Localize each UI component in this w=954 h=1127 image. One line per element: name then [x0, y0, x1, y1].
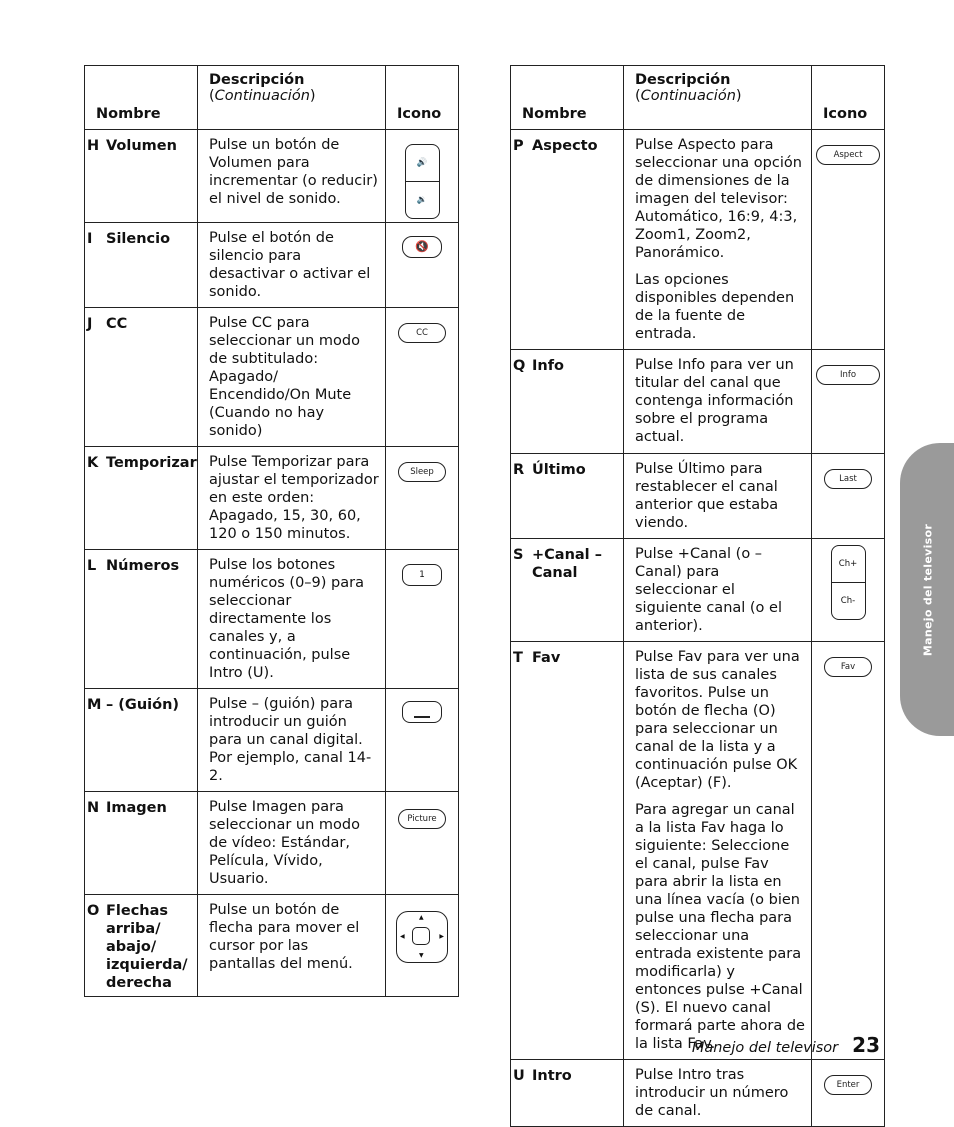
section-side-tab-label: Manejo del televisor [921, 523, 935, 657]
table-row: O Flechas arriba/ abajo/ izquierda/ derecha Pulse un botón de flecha para mover el cursor por las pantallas del menú. ▲ ▼ ◀ ▶ [85, 895, 459, 997]
dash-button-icon [402, 701, 442, 723]
fav-button-icon: Fav [824, 657, 872, 677]
column-header-name: Nombre [511, 66, 624, 130]
mute-icon: 🔇 [402, 236, 442, 258]
remote-buttons-table-right [510, 65, 885, 1127]
column-header-name: Nombre [85, 66, 198, 130]
table-row: I Silencio Pulse el botón de silencio para desactivar o activar el sonido. 🔇 [85, 223, 459, 308]
column-header-description: Descripción (Continuación) [624, 66, 812, 130]
table-row: S +Canal –Canal Pulse +Canal (o –Canal) para seleccionar el siguiente canal (o el anterior). $\frac{Ch+}{Ch-}$ [511, 539, 885, 642]
arrow-left-icon: ◀ [400, 933, 405, 940]
table-row: U Intro Pulse Intro tras introducir un número de canal. Enter [511, 1060, 885, 1127]
remote-buttons-table-left [84, 65, 459, 997]
table-row: T Fav Pulse Fav para ver una lista de sus canales favoritos. Pulse un botón de flecha (O) para seleccionar un canal de la lista y a continuación pulse OK (Aceptar) (F). Para agregar un canal a la lista Fav haga lo siguiente: Seleccione el canal, pulse Fav para abrir la lista en una línea vacía (o bien pulse una flecha para seleccionar una entrada existente para modificarla) y entonces pulse +Canal (S). El nuevo canal formará parte ahora de la lista Fav. Fav [511, 642, 885, 1060]
enter-button-icon: Enter [824, 1075, 872, 1095]
arrow-up-icon: ▲ [419, 914, 424, 921]
table-row: H Volumen Pulse un botón de Volumen para incrementar (o reducir) el nivel de sonido. 🔊 🔉 [85, 130, 459, 223]
table-row: Q Info Pulse Info para ver un titular del canal que contenga información sobre el programa actual. Info [511, 350, 885, 454]
table-row: R Último Pulse Último para restablecer el canal anterior que estaba viendo. Last [511, 454, 885, 539]
table-row: P Aspecto Pulse Aspecto para seleccionar una opción de dimensiones de la imagen del televisor: Automático, 16:9, 4:3, Zoom1, Zoom2, Panorámico. Las opciones disponibles dependen de la fuente de entrada. Aspect [511, 130, 885, 350]
ok-center-icon [412, 927, 430, 945]
info-button-icon: Info [816, 365, 880, 385]
table-row: N Imagen Pulse Imagen para seleccionar un modo de vídeo: Estándar, Película, Vívido, Usuario. Picture [85, 792, 459, 895]
aspect-button-icon: Aspect [816, 145, 880, 165]
arrow-right-icon: ▶ [439, 933, 444, 940]
table-row: K Temporizar Pulse Temporizar para ajustar el temporizador en este orden: Apagado, 15, 30, 60, 120 o 150 minutos. Sleep [85, 447, 459, 550]
number-button-icon: 1 [402, 564, 442, 586]
channel-rocker-icon: $\frac{Ch+}{Ch-}$ [831, 545, 866, 620]
column-header-icon: Icono [386, 66, 459, 130]
column-header-description: Descripción (Continuación) [198, 66, 386, 130]
last-button-icon: Last [824, 469, 872, 489]
sleep-button-icon: Sleep [398, 462, 446, 482]
table-row: J CC Pulse CC para seleccionar un modo de subtitulado: Apagado/ Encendido/On Mute (Cuando no hay sonido) CC [85, 308, 459, 447]
page-number: 23 [852, 1033, 880, 1057]
table-row: L Números Pulse los botones numéricos (0–9) para seleccionar directamente los canales y, a continuación, pulse Intro (U). 1 [85, 550, 459, 689]
page-footer [692, 1033, 880, 1057]
table-row: M – (Guión) Pulse – (guión) para introducir un guión para un canal digital. Por ejemplo, canal 14-2. [85, 689, 459, 792]
arrow-pad-icon [396, 911, 448, 963]
column-header-icon: Icono [812, 66, 885, 130]
volume-rocker-icon: 🔊 🔉 [405, 144, 440, 219]
cc-button-icon: CC [398, 323, 446, 343]
arrow-down-icon: ▼ [419, 952, 424, 959]
footer-section-title: Manejo del televisor [691, 1040, 839, 1056]
picture-button-icon: Picture [398, 809, 446, 829]
